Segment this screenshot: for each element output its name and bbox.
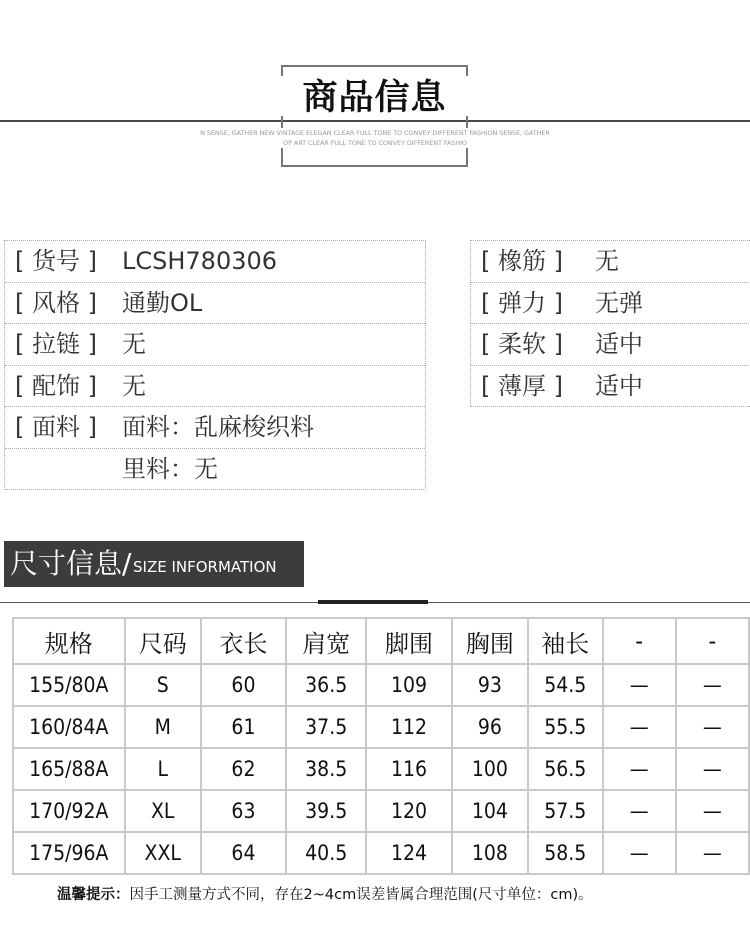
attribute-value: 适中	[595, 330, 643, 358]
table-cell: 116	[366, 748, 451, 790]
table-cell: 160/84A	[13, 706, 125, 748]
table-cell: —	[676, 832, 749, 874]
table-cell: 155/80A	[13, 664, 125, 706]
size-table-header: 袖长	[528, 618, 603, 664]
size-table-header-row	[13, 618, 749, 664]
attribute-value: 适中	[595, 371, 643, 400]
table-cell: —	[676, 748, 749, 790]
attribute-row	[5, 449, 425, 491]
attribute-row	[5, 366, 425, 408]
table-cell: 38.5	[286, 748, 366, 790]
table-cell: 57.5	[528, 790, 603, 832]
attribute-row	[5, 241, 425, 283]
attribute-key: [ 柔软 ]	[481, 330, 563, 358]
size-table-header: 衣长	[201, 618, 286, 664]
header-subtitle	[200, 128, 550, 148]
tip-label: 温馨提示：	[57, 887, 130, 903]
attribute-row	[471, 283, 750, 325]
attribute-key: [ 配饰 ]	[15, 371, 97, 400]
attribute-row	[471, 324, 750, 366]
table-cell: 175/96A	[13, 832, 125, 874]
table-cell: —	[603, 664, 676, 706]
table-cell: 104	[452, 790, 528, 832]
attribute-row	[5, 407, 425, 449]
size-table-header: 尺码	[125, 618, 201, 664]
attributes-right-table	[470, 240, 750, 407]
attribute-row	[5, 283, 425, 325]
table-cell: —	[676, 706, 749, 748]
header-subtitle-line-1: N SENSE, GATHER NEW VINTAGE ELEGAN CLEAR FULL TONE TO CONVEY DIFFERENT FASHION SENSE, GATHER	[200, 129, 550, 137]
table-cell: —	[603, 706, 676, 748]
size-table	[12, 617, 750, 875]
attributes-left-table	[4, 240, 426, 490]
measurement-tip	[57, 884, 593, 906]
size-info-banner	[4, 541, 304, 587]
table-cell: 109	[366, 664, 451, 706]
table-cell: 165/88A	[13, 748, 125, 790]
table-row	[13, 664, 749, 706]
table-row	[13, 790, 749, 832]
attribute-value: 无	[122, 371, 146, 400]
table-cell: 96	[452, 706, 528, 748]
table-cell: 120	[366, 790, 451, 832]
size-section-divider-accent	[318, 600, 428, 604]
table-cell: XL	[125, 790, 201, 832]
attribute-key: [ 橡筋 ]	[481, 247, 563, 275]
attribute-key: [ 面料 ]	[15, 413, 97, 441]
size-info-title-cn: 尺寸信息/	[10, 547, 132, 580]
table-cell: 55.5	[528, 706, 603, 748]
size-info-title-en: SIZE INFORMATION	[133, 558, 277, 576]
table-row	[13, 706, 749, 748]
attribute-value: 无弹	[595, 288, 643, 317]
table-cell: 63	[201, 790, 286, 832]
tip-text: 因手工测量方式不同，存在2~4cm误差皆属合理范围(尺寸单位：cm)。	[129, 887, 593, 903]
table-cell: 60	[201, 664, 286, 706]
table-cell: 61	[201, 706, 286, 748]
attribute-key: [ 货号 ]	[15, 247, 97, 275]
table-cell: 112	[366, 706, 451, 748]
attribute-key: [ 薄厚 ]	[481, 371, 563, 400]
table-cell: —	[603, 748, 676, 790]
table-cell: —	[676, 790, 749, 832]
table-cell: 56.5	[528, 748, 603, 790]
table-cell: 170/92A	[13, 790, 125, 832]
size-table-header: 肩宽	[286, 618, 366, 664]
attribute-row	[471, 366, 750, 408]
size-table-header: -	[676, 618, 749, 664]
attribute-value: 无	[122, 330, 146, 358]
attribute-value: 通勤OL	[122, 288, 203, 317]
attribute-key: [ 弹力 ]	[481, 288, 563, 317]
table-cell: 100	[452, 748, 528, 790]
table-row	[13, 832, 749, 874]
table-cell: 58.5	[528, 832, 603, 874]
table-cell: S	[125, 664, 201, 706]
attribute-key: [ 拉链 ]	[15, 330, 97, 358]
table-cell: L	[125, 748, 201, 790]
table-cell: 39.5	[286, 790, 366, 832]
attribute-row	[471, 241, 750, 283]
table-cell: 64	[201, 832, 286, 874]
table-cell: 36.5	[286, 664, 366, 706]
attribute-value: LCSH780306	[122, 247, 278, 275]
header-subtitle-line-2: OP ART CLEAR FULL TONE TO CONVEY DIFFERENT FASHIO	[200, 138, 550, 148]
table-cell: 37.5	[286, 706, 366, 748]
size-table-header: 胸围	[452, 618, 528, 664]
table-cell: 93	[452, 664, 528, 706]
size-table-header: -	[603, 618, 676, 664]
table-cell: 54.5	[528, 664, 603, 706]
table-cell: 62	[201, 748, 286, 790]
page-title: 商品信息	[281, 76, 468, 116]
attribute-row	[5, 324, 425, 366]
table-cell: —	[603, 790, 676, 832]
table-cell: 108	[452, 832, 528, 874]
table-cell: XXL	[125, 832, 201, 874]
size-table-header: 脚围	[366, 618, 451, 664]
table-cell: 40.5	[286, 832, 366, 874]
attribute-value: 无	[595, 247, 619, 275]
table-cell: —	[676, 664, 749, 706]
attribute-key: [ 风格 ]	[15, 288, 97, 317]
table-cell: —	[603, 832, 676, 874]
attribute-value: 面料：乱麻梭织料	[122, 413, 314, 441]
attribute-value: 里料：无	[122, 454, 218, 483]
table-row	[13, 748, 749, 790]
size-table-header: 规格	[13, 618, 125, 664]
table-cell: M	[125, 706, 201, 748]
table-cell: 124	[366, 832, 451, 874]
